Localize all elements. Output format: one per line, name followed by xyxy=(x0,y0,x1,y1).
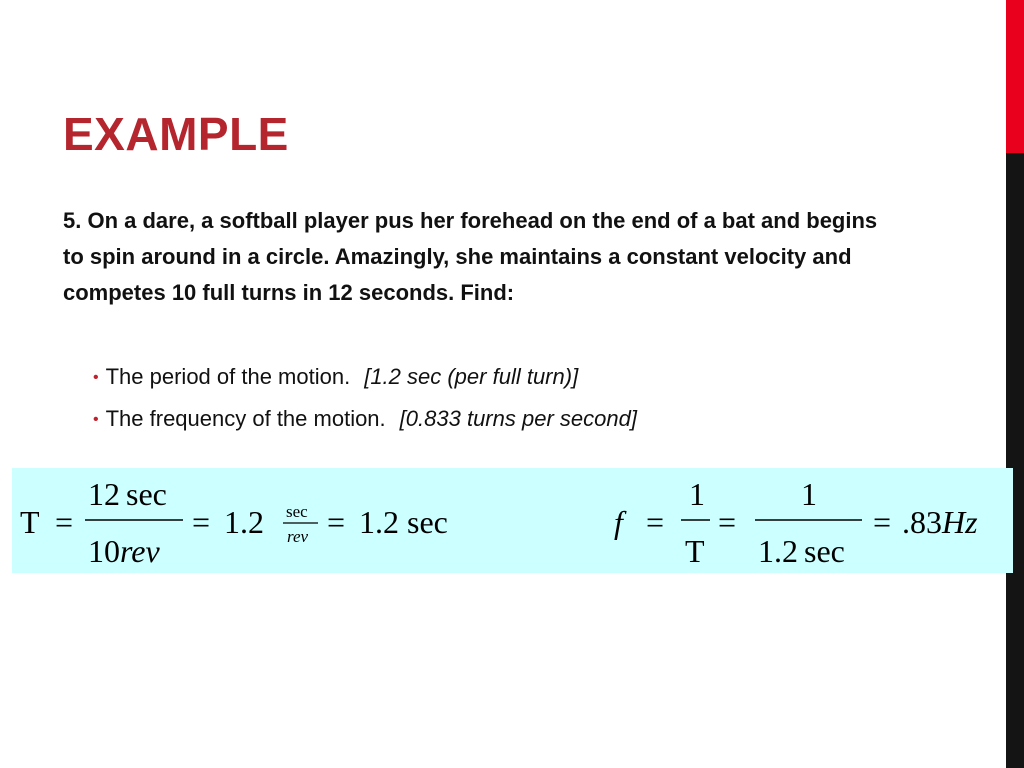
bullet-answer: [1.2 sec (per full turn)] xyxy=(364,364,579,389)
bullet-text: The period of the motion. xyxy=(105,364,351,389)
intermediate-value: 1.2 xyxy=(224,504,264,540)
problem-statement: 5. On a dare, a softball player pus her forehead on the end of a bat and begins to spin around in a circle. Amazingly, she maintains a constant velocity and competes 10 full turns in 12 seconds. Find: xyxy=(63,208,878,305)
period-symbol: T xyxy=(20,504,40,540)
fraction-numerator: 1 xyxy=(689,476,705,512)
formula-box xyxy=(12,468,1013,573)
frequency-result: .83Hz xyxy=(902,504,978,540)
bullet-frequency xyxy=(93,398,637,440)
bullet-dot-icon: • xyxy=(93,411,99,428)
fraction-denominator: 10rev xyxy=(88,533,160,569)
formula-svg xyxy=(12,468,1013,573)
fraction-numerator: 1 xyxy=(801,476,817,512)
equals-sign: = xyxy=(873,504,892,540)
ratio-numerator: sec xyxy=(286,502,308,521)
period-result: 1.2 sec xyxy=(359,504,448,540)
fraction-numerator: 12 sec xyxy=(88,476,167,512)
side-accent-red xyxy=(1006,0,1024,153)
equals-sign: = xyxy=(327,504,346,540)
slide-title: EXAMPLE xyxy=(63,108,289,160)
equals-sign: = xyxy=(55,504,74,540)
equals-sign: = xyxy=(192,504,211,540)
frequency-equation xyxy=(614,476,978,569)
fraction-denominator: 1.2 sec xyxy=(758,533,845,569)
equals-sign: = xyxy=(718,504,737,540)
period-equation xyxy=(20,476,448,569)
bullet-period xyxy=(93,356,637,398)
bullet-text: The frequency of the motion. xyxy=(105,406,386,431)
fraction-denominator: T xyxy=(685,533,705,569)
ratio-denominator: rev xyxy=(287,527,309,546)
equals-sign: = xyxy=(646,504,665,540)
side-accent-black xyxy=(1006,153,1024,768)
frequency-symbol: f xyxy=(614,504,623,540)
bullet-answer: [0.833 turns per second] xyxy=(399,406,637,431)
bullet-list xyxy=(93,356,637,440)
bullet-dot-icon: • xyxy=(93,369,99,386)
